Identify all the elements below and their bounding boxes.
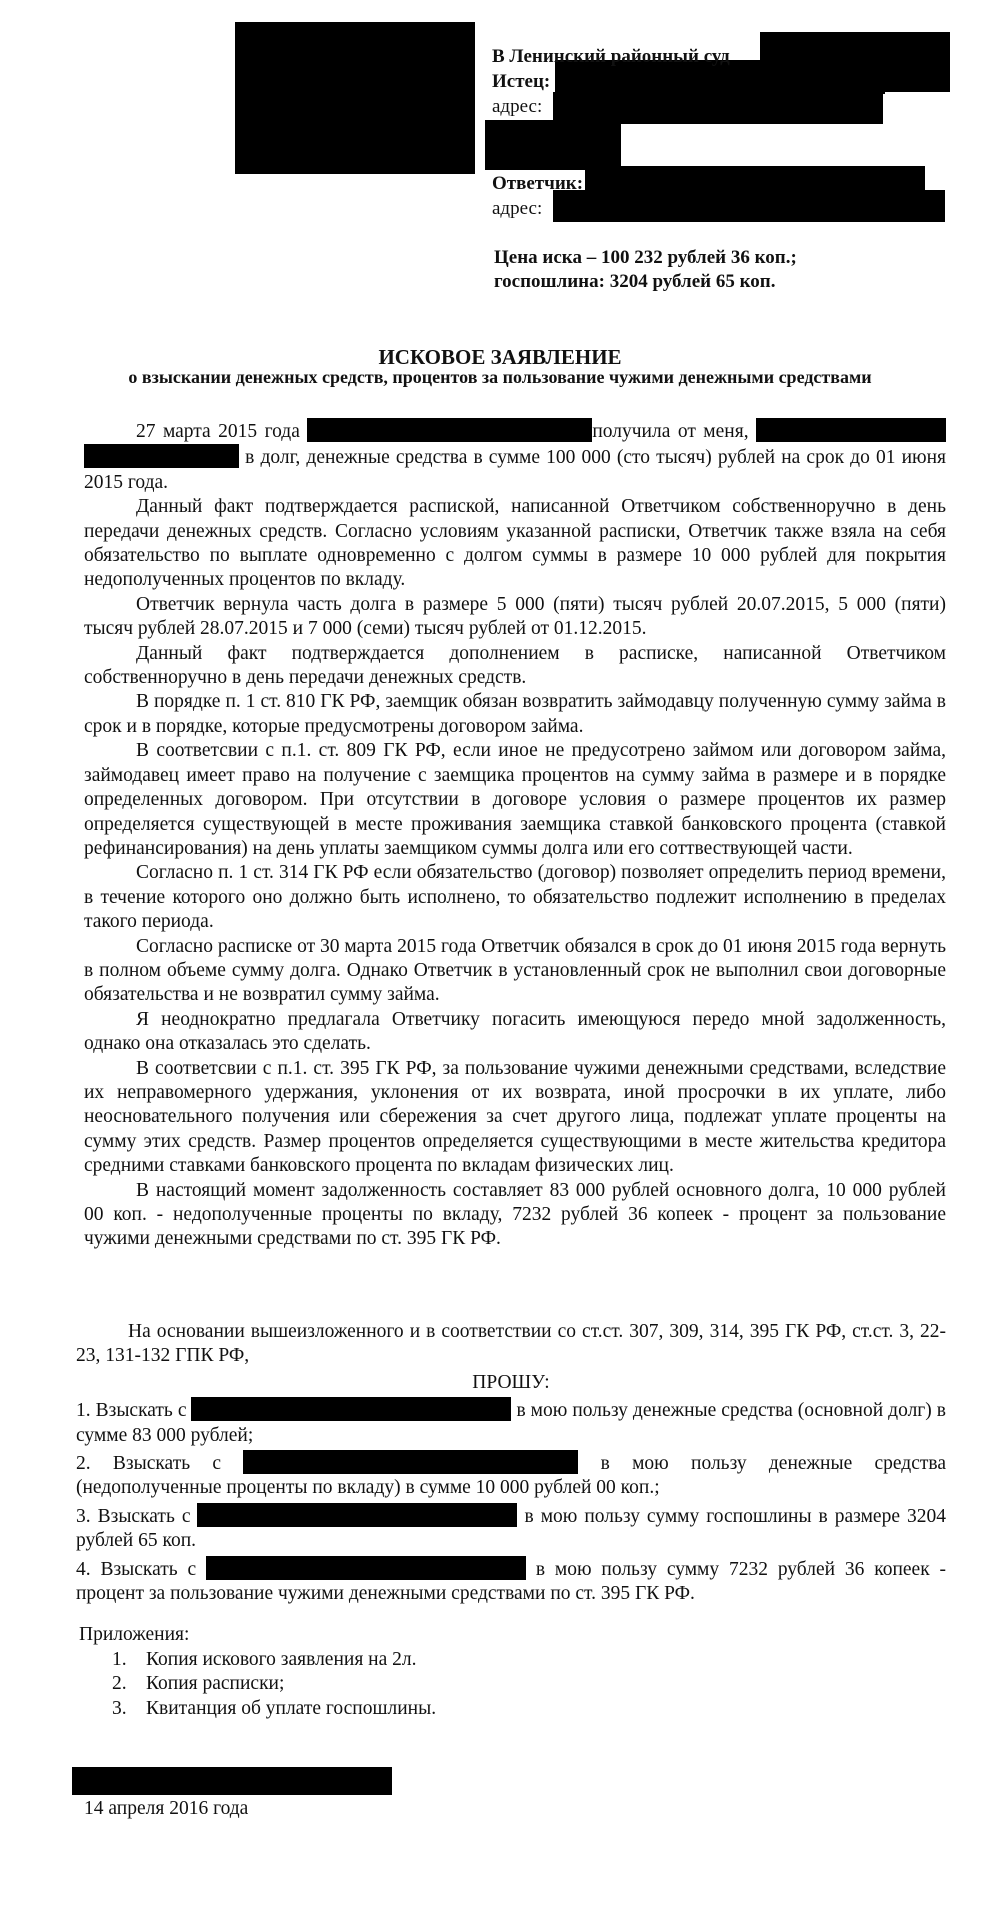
plaintiff-label: Истец: (492, 71, 551, 92)
defendant-label: Ответчик: (492, 173, 584, 194)
document-subtitle-text: о взыскании денежных средств, процентов за пользование чужими денежными средствами (128, 367, 872, 387)
paragraph-debt-total: В настоящий момент задолженность составляет 83 000 рублей основного долга, 10 000 рублей 00 коп. - недополученные проценты по вкладу, 7232 рублей 36 копеек - процент за пользование чужими денежными средствами по ст. 395 ГК РФ. (84, 1179, 946, 1250)
loan-date: 27 марта 2015 года (136, 421, 300, 442)
plea-item-post: в мою пользу денежные средства (основной долг) в сумме 83 000 рублей; (76, 1400, 946, 1446)
attachment-text: Квитанция об уплате госпошлины. (146, 1697, 437, 1719)
redacted-signature (72, 1767, 392, 1795)
paragraph-offers: Я неоднократно предлагала Ответчику погасить имеющуюся передо мной задолженность, однако она отказалась это сделать. (84, 1008, 946, 1055)
paragraph-receipt: Данный факт подтверждается распиской, написанной Ответчиком собственноручно в день передачи денежных средств. Согласно условиям указанной расписки, Ответчик также взяла на себя обязательство по выплате одновременно с долгом суммы в размере 10 000 рублей для покрытия недополученных процентов по вкладу. (84, 496, 946, 591)
redacted-defendant-plea (191, 1397, 511, 1421)
plea-section (76, 1320, 946, 1608)
attachment-number: 2. (112, 1673, 127, 1695)
paragraph-receipt-terms: Согласно расписке от 30 марта 2015 года Ответчик обязался в срок до 01 июня 2015 года вернуть в полном объеме сумму долга. Однако Ответчик в установленный срок не выполнил свои договорные обязательства и не возвратил сумму займа. (84, 935, 946, 1006)
redacted-defendant-plea (197, 1503, 517, 1527)
document-title: ИСКОВОЕ ЗАЯВЛЕНИЕ (378, 345, 622, 369)
redacted-plaintiff-address-2 (485, 120, 621, 170)
plea-basis: На основании вышеизложенного и в соответствии со ст.ст. 307, 309, 314, 395 ГК РФ, ст.ст. 3, 22-23, 131-132 ГПК РФ, (76, 1321, 946, 1367)
plea-item-pre: 3. Взыскать с (76, 1505, 191, 1527)
state-fee: госпошлина: 3204 рублей 65 коп. (494, 271, 776, 292)
redacted-plaintiff-name-2 (880, 62, 950, 92)
plea-item (76, 1450, 946, 1501)
loan-terms: в долг, денежные средства в сумме 100 000 (сто тысяч) рублей на срок до 01 июня 2015 года. (84, 447, 946, 493)
claim-body (84, 418, 946, 1252)
plea-item-post: в мою пользу денежные средства (недополученные проценты по вкладу) в сумме 10 000 рублей 00 коп.; (76, 1453, 947, 1499)
attachment-number: 1. (112, 1649, 127, 1670)
attachments-title: Приложения: (79, 1624, 190, 1645)
document-subtitle (0, 366, 1000, 389)
plea-item (76, 1503, 946, 1554)
paragraph-art-395: В соответсвии с п.1. ст. 395 ГК РФ, за пользование чужими денежными средствами, вследствие их неправомерного удержания, уклонения от их возврата, иной просрочки в их уплате, либо неосновательного получения или сбережения за счет другого лица, подлежат уплате проценты на сумму этих средств. Размер процентов определяется существующими в месте жительства кредитора средними ставками банковского процента по вкладам физических лиц. (84, 1057, 946, 1177)
paragraph-partial-repayment: Ответчик вернула часть долга в размере 5 000 (пяти) тысяч рублей 20.07.2015, 5 000 (пяти) тысяч рублей 28.07.2015 и 7 000 (семи) тысяч рублей от 01.12.2015. (84, 593, 946, 640)
paragraph-art-810: В порядке п. 1 ст. 810 ГК РФ, заемщик обязан возвратить займодавцу полученную сумму займа в срок и в порядке, которые предусмотрены договором займа. (84, 691, 946, 737)
plea-item-post: в мою пользу сумму госпошлины в размере 3204 рублей 65 коп. (76, 1505, 946, 1552)
paragraph-art-314: Согласно п. 1 ст. 314 ГК РФ если обязательство (договор) позволяет определить период времени, в течение которого оно должно быть исполнено, то обязательство подлежит исполнению в пределах такого периода. (84, 862, 946, 933)
document-date: 14 апреля 2016 года (84, 1798, 249, 1819)
defendant-address-label: адрес: (492, 198, 543, 219)
plea-item (76, 1397, 946, 1448)
paragraph-receipt-addendum: Данный факт подтверждается дополнением в расписке, написанной Ответчиком собственноручно в день передачи денежных средств. (84, 642, 946, 689)
loan-received: получила от меня, (592, 421, 749, 442)
redacted-plaintiff-inline-2 (84, 444, 239, 468)
plea-item (76, 1556, 946, 1607)
attachment-text: Копия искового заявления на 2л. (146, 1649, 417, 1670)
redacted-defendant-plea (243, 1450, 578, 1474)
plea-ask: ПРОШУ: (472, 1371, 550, 1393)
attachments-list (112, 1648, 436, 1721)
attachment-item (112, 1672, 436, 1696)
plaintiff-address-label: адрес: (492, 96, 543, 117)
attachment-text: Копия расписки; (146, 1673, 285, 1695)
plea-item-pre: 2. Взыскать с (76, 1453, 222, 1475)
plea-item-post: в мою пользу сумму 7232 рублей 36 копеек - процент за пользование чужими денежными средствами по ст. 395 ГК РФ. (76, 1558, 947, 1605)
redacted-block-stamp (235, 22, 475, 174)
plea-item-pre: 4. Взыскать с (76, 1558, 197, 1580)
redacted-defendant-inline (307, 418, 592, 442)
paragraph-loan (84, 418, 946, 495)
plea-item-pre: 1. Взыскать с (76, 1400, 187, 1422)
attachment-number: 3. (112, 1697, 127, 1719)
court-name: В Ленинский районный суд (492, 46, 730, 67)
redacted-plaintiff-inline (756, 418, 946, 442)
redacted-defendant-address (553, 190, 945, 222)
paragraph-art-809: В соответсвии с п.1. ст. 809 ГК РФ, если иное не предусотрено займом или договором займа, займодавец имеет право на получение с заемщика процентов на сумму займа в размере и в порядке определенных договором. При отсутствии в договоре условия о размере процентов их размер определяется существующей в месте проживания заемщика ставкой банковского процента (ставкой рефинансирования) на день уплаты заемщиком суммы долга или его соттвествующей части. (84, 740, 946, 859)
attachment-item (112, 1697, 436, 1721)
redacted-defendant-plea (206, 1556, 526, 1580)
claim-price: Цена иска – 100 232 рублей 36 коп.; (494, 247, 797, 268)
attachment-item (112, 1648, 436, 1672)
